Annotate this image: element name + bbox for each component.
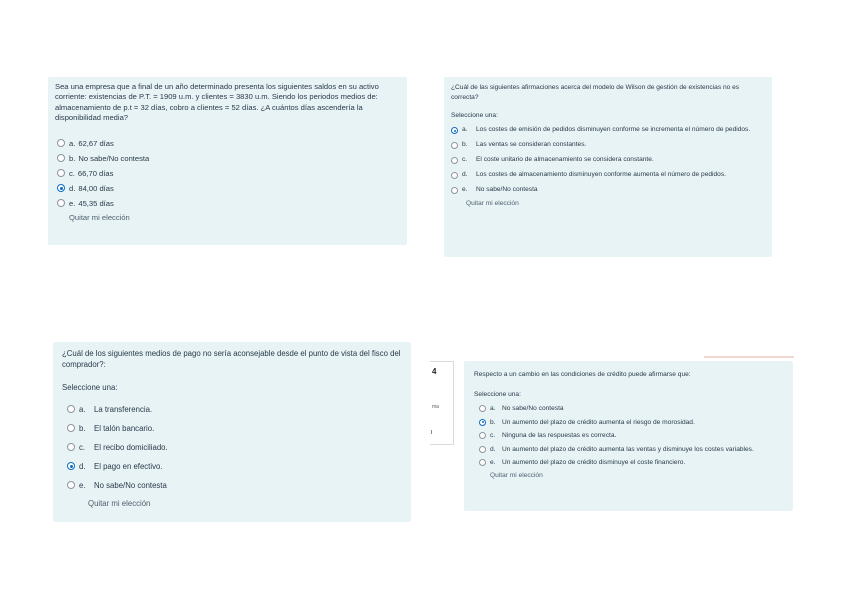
radio-button-a[interactable]: [67, 405, 75, 413]
option-letter: e.: [490, 459, 496, 467]
answer-option-a[interactable]: [55, 136, 399, 151]
option-letter: e.: [462, 185, 468, 193]
option-letter: b.: [79, 423, 86, 433]
option-text: Los costes de almacenamiento disminuyen conforme aumenta el número de pedidos.: [476, 170, 726, 178]
radio-button-c[interactable]: [67, 443, 75, 451]
clear-choice-link[interactable]: Quitar mi elección: [490, 471, 543, 479]
option-text: Ninguna de las respuestas es correcta.: [502, 432, 617, 440]
option-letter: a.: [69, 138, 76, 148]
radio-button-e[interactable]: [451, 187, 458, 194]
clear-choice-link[interactable]: Quitar mi elección: [88, 498, 151, 508]
option-text: La transferencia.: [94, 404, 153, 414]
option-letter: b.: [69, 153, 76, 163]
option-text: Las ventas se consideran constantes.: [476, 140, 587, 148]
question-card-4: [464, 361, 793, 511]
radio-button-a[interactable]: [451, 127, 458, 134]
option-text: Un aumento del plazo de crédito aumenta las ventas y disminuye los costes variables.: [502, 445, 754, 453]
option-text: No sabe/No contesta: [94, 480, 167, 490]
answer-option-d[interactable]: [451, 170, 763, 180]
option-letter: c.: [490, 432, 496, 440]
option-letter: d.: [462, 170, 468, 178]
radio-button-c[interactable]: [451, 157, 458, 164]
option-text: El coste unitario de almacenamiento se considera constante.: [476, 155, 654, 163]
answer-option-e[interactable]: [451, 185, 763, 195]
option-text: El pago en efectivo.: [94, 461, 163, 471]
radio-button-d[interactable]: [479, 446, 486, 453]
question-number[interactable]: 4: [432, 367, 437, 376]
option-text: No sabe/No contesta: [78, 153, 150, 163]
question-card-1: [48, 77, 407, 245]
option-letter: c.: [69, 168, 75, 178]
answer-option-d[interactable]: [474, 445, 784, 455]
option-letter: e.: [69, 198, 76, 208]
answer-option-c[interactable]: [451, 155, 763, 165]
question-card-3: [53, 342, 411, 522]
answer-option-c[interactable]: [55, 166, 399, 181]
answer-option-c[interactable]: [62, 438, 403, 457]
option-text: 45,35 días: [78, 198, 114, 208]
clear-choice-link[interactable]: Quitar mi elección: [69, 212, 130, 222]
answer-option-d[interactable]: [62, 457, 403, 476]
option-letter: a.: [490, 405, 496, 413]
radio-button-a[interactable]: [57, 139, 65, 147]
radio-button-c[interactable]: [479, 432, 486, 439]
option-letter: c.: [79, 442, 86, 452]
radio-button-a[interactable]: [479, 405, 486, 412]
radio-button-b[interactable]: [57, 154, 65, 162]
radio-button-e[interactable]: [67, 481, 75, 489]
answer-option-a[interactable]: [474, 404, 784, 414]
option-text: 84,00 días: [78, 183, 114, 193]
option-letter: d.: [490, 445, 496, 453]
option-letter: b.: [490, 418, 496, 426]
answer-option-a[interactable]: [62, 400, 403, 419]
radio-button-b[interactable]: [479, 419, 486, 426]
option-text: No sabe/No contesta: [476, 185, 538, 193]
answer-options: [55, 136, 399, 211]
option-text: Un aumento del plazo de crédito aumenta el riesgo de morosidad.: [502, 418, 695, 426]
question-text: ¿Cuál de los siguientes medios de pago no sería aconsejable desde el punto de vista del fisco del comprador?:: [62, 349, 401, 369]
radio-button-b[interactable]: [67, 424, 75, 432]
divider: [431, 430, 432, 434]
question-text: Sea una empresa que a final de un año determinado presenta los siguientes saldos en su activo corriente: existencias de P.T. = 1909 u.m. y clientes = 3830 u.m. Siendo los periodos medios de: almacenamiento de p.t = 32 días, cobro a clientes = 52 días. ¿A cuántos días ascendería la disponibilidad media?: [55, 82, 379, 123]
radio-button-d[interactable]: [57, 184, 65, 192]
select-one-label: Seleccione una:: [62, 382, 118, 392]
radio-button-c[interactable]: [57, 169, 65, 177]
answer-option-b[interactable]: [55, 151, 399, 166]
radio-button-e[interactable]: [479, 459, 486, 466]
option-letter: a.: [462, 126, 468, 134]
question-text: Respecto a un cambio en las condiciones de crédito puede afirmarse que:: [474, 371, 691, 378]
option-text: El recibo domiciliado.: [94, 442, 168, 452]
answer-option-c[interactable]: [474, 431, 784, 441]
answer-option-e[interactable]: [474, 458, 784, 468]
option-letter: b.: [462, 140, 468, 148]
option-letter: a.: [79, 404, 86, 414]
answer-option-b[interactable]: [474, 418, 784, 428]
question-text: ¿Cuál de las siguientes afirmaciones acerca del modelo de Wilson de gestión de existencias no es correcta?: [451, 84, 740, 101]
option-text: 66,70 días: [77, 168, 114, 178]
answer-option-b[interactable]: [62, 419, 403, 438]
answer-option-e[interactable]: [62, 476, 403, 495]
option-letter: c.: [462, 155, 468, 163]
answer-option-d[interactable]: [55, 181, 399, 196]
clear-choice-link[interactable]: Quitar mi elección: [466, 199, 519, 207]
select-one-label: Seleccione una:: [474, 391, 521, 399]
option-text: Un aumento del plazo de crédito disminuye el coste financiero.: [502, 459, 686, 467]
answer-option-a[interactable]: [451, 125, 763, 135]
nav-more-text: ma: [432, 404, 439, 410]
answer-option-e[interactable]: [55, 196, 399, 211]
answer-option-b[interactable]: [451, 140, 763, 150]
option-letter: e.: [79, 480, 86, 490]
option-text: El talón bancario.: [94, 423, 155, 433]
option-letter: d.: [69, 183, 76, 193]
option-letter: d.: [79, 461, 86, 471]
radio-button-b[interactable]: [451, 142, 458, 149]
divider: [704, 356, 794, 358]
option-text: No sabe/No contesta: [502, 405, 564, 413]
radio-button-e[interactable]: [57, 199, 65, 207]
radio-button-d[interactable]: [67, 462, 75, 470]
option-text: Los costes de emisión de pedidos disminuyen conforme se incrementa el número de pedidos.: [476, 126, 751, 134]
question-card-2: [444, 77, 772, 257]
option-text: 62,67 días: [78, 138, 114, 148]
select-one-label: Seleccione una:: [451, 112, 498, 120]
radio-button-d[interactable]: [451, 172, 458, 179]
question-nav-panel: [430, 361, 454, 445]
